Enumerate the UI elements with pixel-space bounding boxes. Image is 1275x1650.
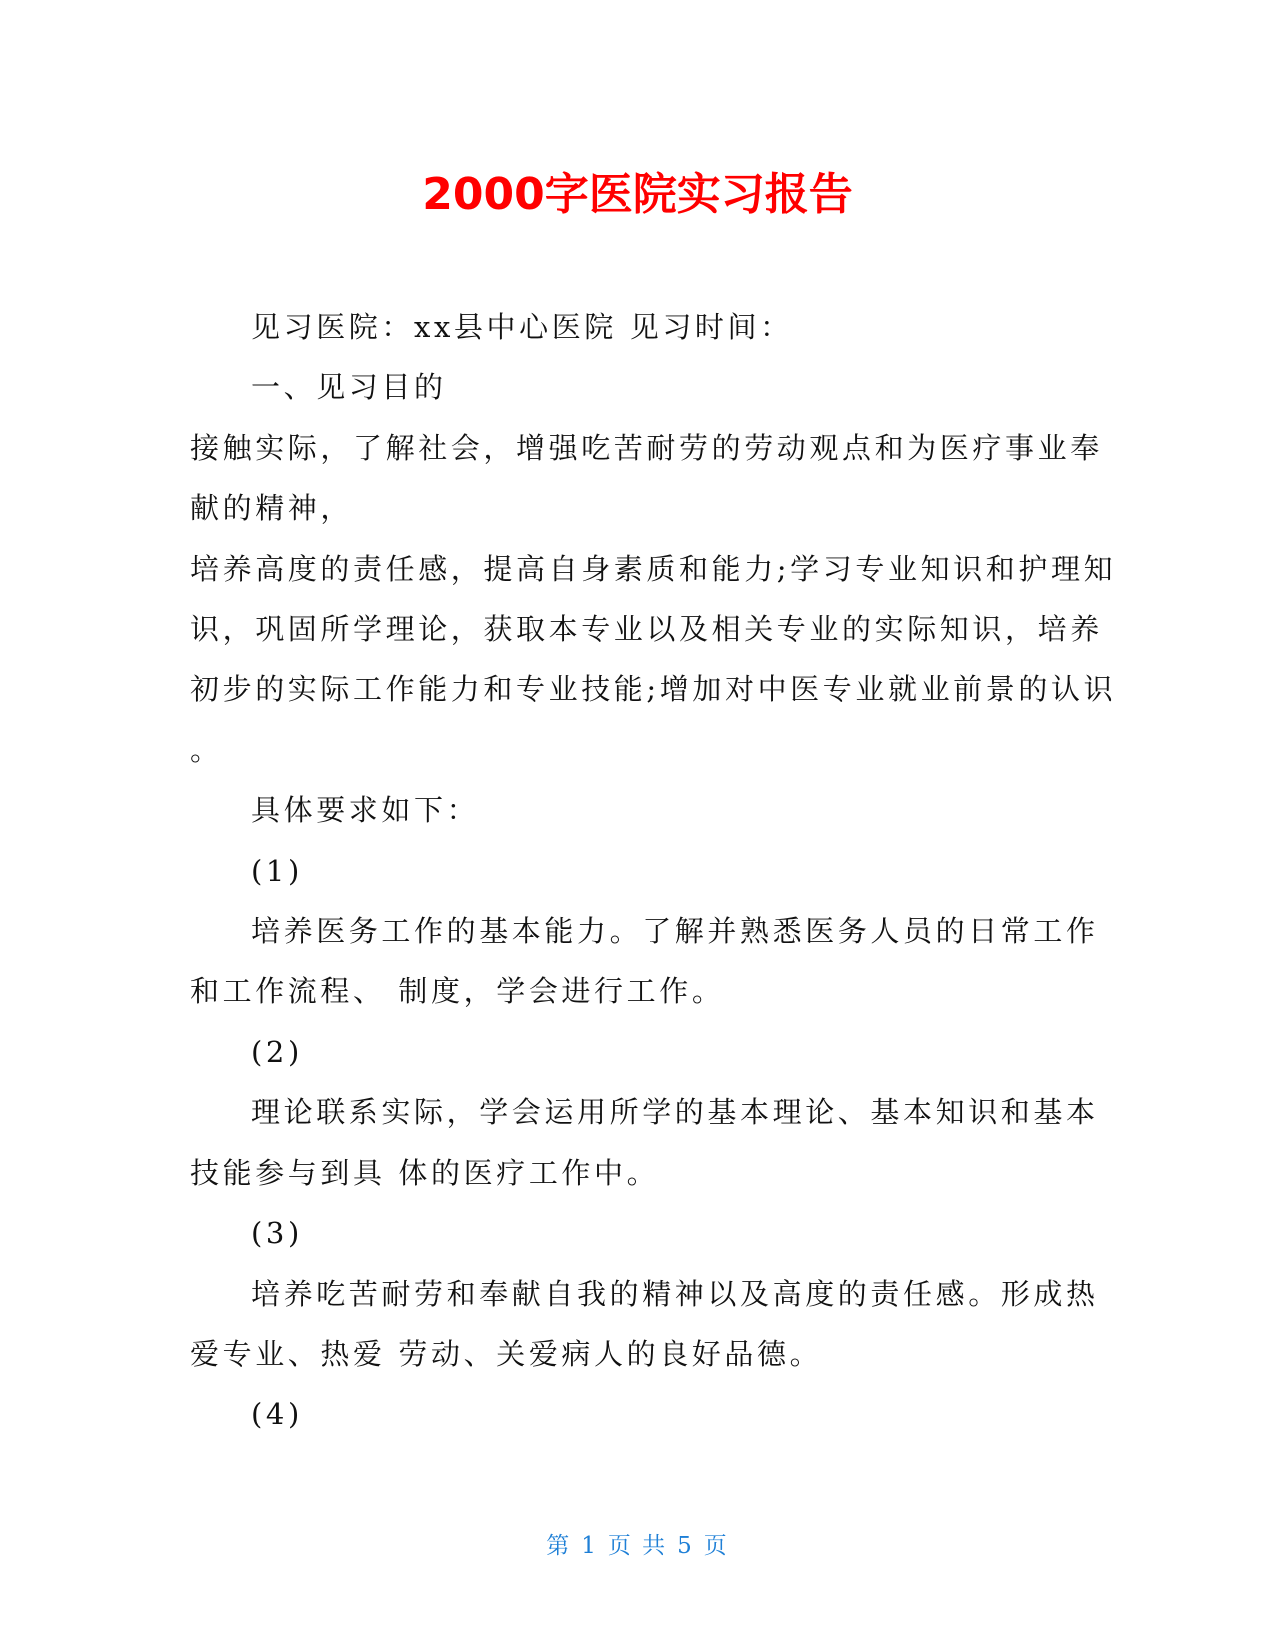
total-page-count: 5: [677, 1533, 694, 1559]
paragraph-line: 初步的实际工作能力和专业技能;增加对中医专业就业前景的认识: [190, 672, 1117, 707]
paragraph-line: 见习医院：xx县中心医院 见习时间：: [251, 310, 793, 344]
footer-prefix: 第: [546, 1533, 572, 1559]
paragraph-line: 识，巩固所学理论，获取本专业以及相关专业的实际知识，培养: [190, 612, 1103, 647]
current-page-number: 1: [581, 1533, 598, 1559]
paragraph-line: 理论联系实际，学会运用所学的基本理论、基本知识和基本: [251, 1095, 1099, 1130]
paragraph-line: 技能参与到具 体的医疗工作中。: [190, 1155, 660, 1190]
list-number: (2): [251, 1034, 303, 1069]
paragraph-line: 接触实际，了解社会，增强吃苦耐劳的劳动观点和为医疗事业奉: [190, 430, 1103, 465]
footer-middle: 页 共: [607, 1533, 668, 1559]
paragraph-line: 具体要求如下：: [251, 793, 480, 828]
paragraph-line: 献的精神，: [190, 491, 354, 526]
paragraph-line: 。: [190, 732, 223, 767]
list-number: (4): [251, 1397, 303, 1432]
page-footer: [0, 1527, 1275, 1560]
section-heading: 一、见习目的: [251, 370, 447, 405]
paragraph-line: 培养医务工作的基本能力。了解并熟悉医务人员的日常工作: [251, 914, 1099, 949]
document-body: [190, 297, 1117, 1445]
paragraph-line: 培养吃苦耐劳和奉献自我的精神以及高度的责任感。形成热: [251, 1276, 1099, 1311]
list-number: (1): [251, 853, 303, 888]
paragraph-line: 和工作流程、 制度，学会进行工作。: [190, 974, 725, 1009]
paragraph-line: 培养高度的责任感，提高自身素质和能力;学习专业知识和护理知: [190, 551, 1117, 586]
list-number: (3): [251, 1216, 303, 1251]
footer-suffix: 页: [703, 1533, 729, 1559]
document-title: 2000字医院实习报告: [422, 169, 853, 220]
paragraph-line: 爱专业、热爱 劳动、关爱病人的良好品德。: [190, 1336, 823, 1371]
